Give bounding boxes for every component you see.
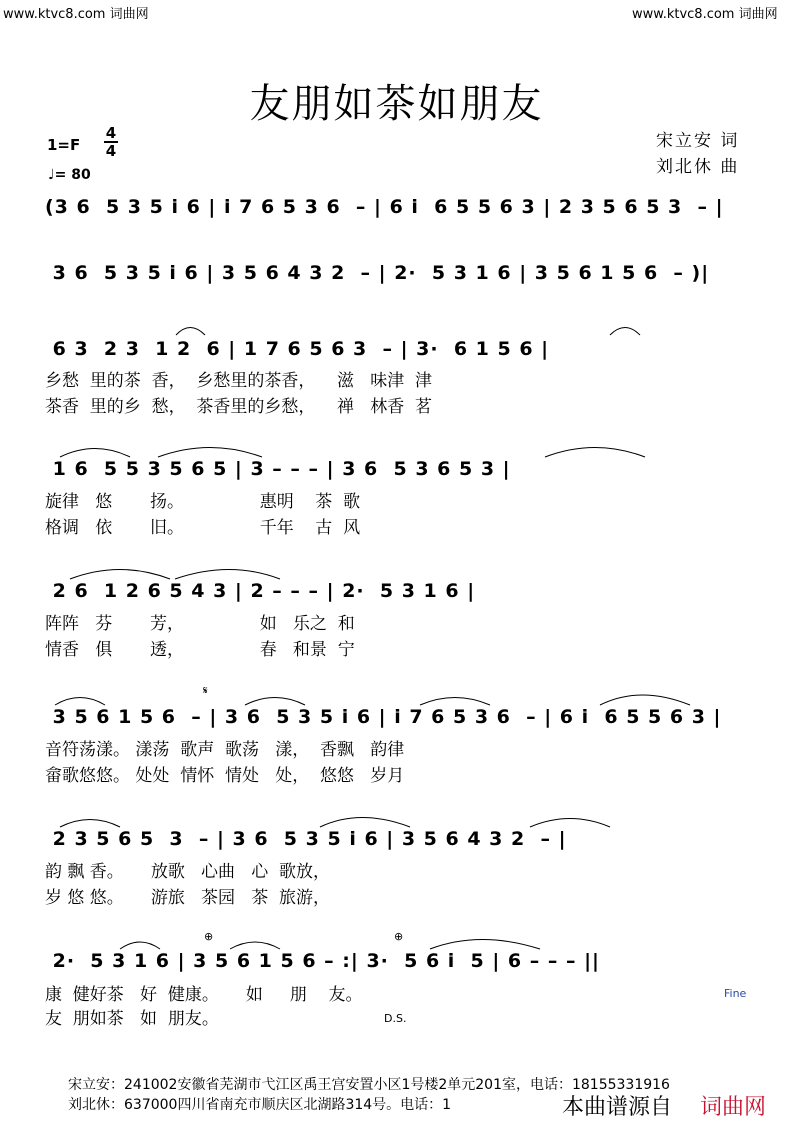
song-title: 友朋如茶如朋友 <box>249 81 544 127</box>
lyric-line-3b: 茶香 里的乡 愁， 茶香里的乡愁， 禅 林香 茗 <box>45 397 433 417</box>
slur-15 <box>120 942 160 949</box>
slur-8 <box>55 698 105 706</box>
coda-icon-2: ⊕ <box>394 930 404 943</box>
slur-17 <box>430 940 540 950</box>
slur-2 <box>610 328 640 336</box>
slur-1 <box>176 328 205 336</box>
lyric-line-8a: 康 健好茶 好 健康。 如 朋 友。 <box>45 985 363 1005</box>
notation-line-7: 2 3 5 6 5 3 – | 3 6 5 3 5 i 6 | 3 5 6 4 3 2 – | <box>45 828 567 850</box>
slur-3 <box>60 449 130 458</box>
notation-line-6: 3 5 6 1 5 6 – | 3 6 5 3 5 i 6 | i 7 6 5 3 6 – | 6 i 6 5 5 6 3 | <box>45 706 722 728</box>
footer-lyricist-address: 宋立安：241002安徽省芜湖市弋江区禹王宫安置小区1号楼2单元201室，电话：18155331916 <box>68 1077 670 1093</box>
slur-14 <box>530 819 610 828</box>
notation-line-1: (3 6 5 3 5 i 6 | i 7 6 5 3 6 – | 6 i 6 5 5 6 3 | 2 3 5 6 5 3 – | <box>45 196 724 218</box>
notation-line-5: 2 6 1 2 6 5 4 3 | 2 – – – | 2· 5 3 1 6 | <box>45 580 476 602</box>
coda-icon-1: ⊕ <box>204 930 214 943</box>
lyricist: 宋立安 词 <box>656 131 740 151</box>
segno-icon: 𝄋 <box>203 684 208 697</box>
lyric-line-6b: 畲歌悠悠。 处处 情怀 情处 处， 悠悠 岁月 <box>45 766 405 786</box>
lyric-line-5b: 情香 俱 透， 春 和景 宁 <box>45 640 355 660</box>
slur-6 <box>70 570 170 580</box>
site-watermark-right[interactable]: www.ktvc8.com 词曲网 <box>632 7 778 22</box>
composer: 刘北休 曲 <box>656 157 740 177</box>
lyric-line-7a: 韵 飘 香。 放歌 心曲 心 歌放， <box>45 862 331 882</box>
tempo-marking: ♩= 80 <box>48 167 91 183</box>
lyric-line-6a: 音符荡漾。 漾荡 歌声 歌荡 漾， 香飘 韵律 <box>45 740 405 760</box>
time-signature <box>104 126 118 158</box>
lyric-line-4b: 格调 依 旧。 千年 古 风 <box>45 518 361 538</box>
slur-13 <box>320 818 410 828</box>
lyric-line-8b: 友 朋如茶 如 朋友。 <box>45 1009 219 1029</box>
site-watermark-left[interactable]: www.ktvc8.com 词曲网 <box>3 7 149 22</box>
time-bottom: 4 <box>105 142 117 160</box>
slur-7 <box>175 570 280 580</box>
lyric-line-4a: 旋律 悠 扬。 惠明 茶 歌 <box>45 492 361 512</box>
notation-line-3: 6 3 2 3 1 2 6 | 1 7 6 5 6 3 – | 3· 6 1 5 6 | <box>45 338 550 360</box>
slur-12 <box>60 820 120 828</box>
slur-16 <box>230 942 280 949</box>
brand-logo-text[interactable]: 词曲网 <box>700 1095 767 1120</box>
ds-marking: D.S. <box>384 1012 407 1025</box>
key-signature: 1=F <box>47 136 81 154</box>
notation-line-4: 1 6 5 5 3 5 6 5 | 3 – – – | 3 6 5 3 6 5 3 | <box>45 458 511 480</box>
slur-11 <box>600 695 690 705</box>
fine-marking: Fine <box>724 987 747 1000</box>
slur-4 <box>158 448 262 458</box>
slur-10 <box>420 698 490 706</box>
lyric-line-3a: 乡愁 里的茶 香， 乡愁里的茶香， 滋 味津 津 <box>45 371 433 391</box>
lyric-line-7b: 岁 悠 悠。 游旅 茶园 茶 旅游， <box>45 888 331 908</box>
time-top: 4 <box>105 124 117 142</box>
notation-line-8: 2· 5 3 1 6 | 3 5 6 1 5 6 – :| 3· 5 6 i 5 | 6 – – – || <box>45 950 600 972</box>
notation-line-2: 3 6 5 3 5 i 6 | 3 5 6 4 3 2 – | 2· 5 3 1 6 | 3 5 6 1 5 6 – )| <box>45 262 710 284</box>
slur-9 <box>245 698 305 706</box>
slur-5 <box>545 448 645 458</box>
footer-composer-address: 刘北休：637000四川省南充市顺庆区北湖路314号。电话：1 <box>68 1097 452 1113</box>
quarter-note-icon: ♩ <box>48 167 55 183</box>
lyric-line-5a: 阵阵 芬 芳， 如 乐之 和 <box>45 614 355 634</box>
source-label: 本曲谱源自 <box>562 1095 673 1120</box>
